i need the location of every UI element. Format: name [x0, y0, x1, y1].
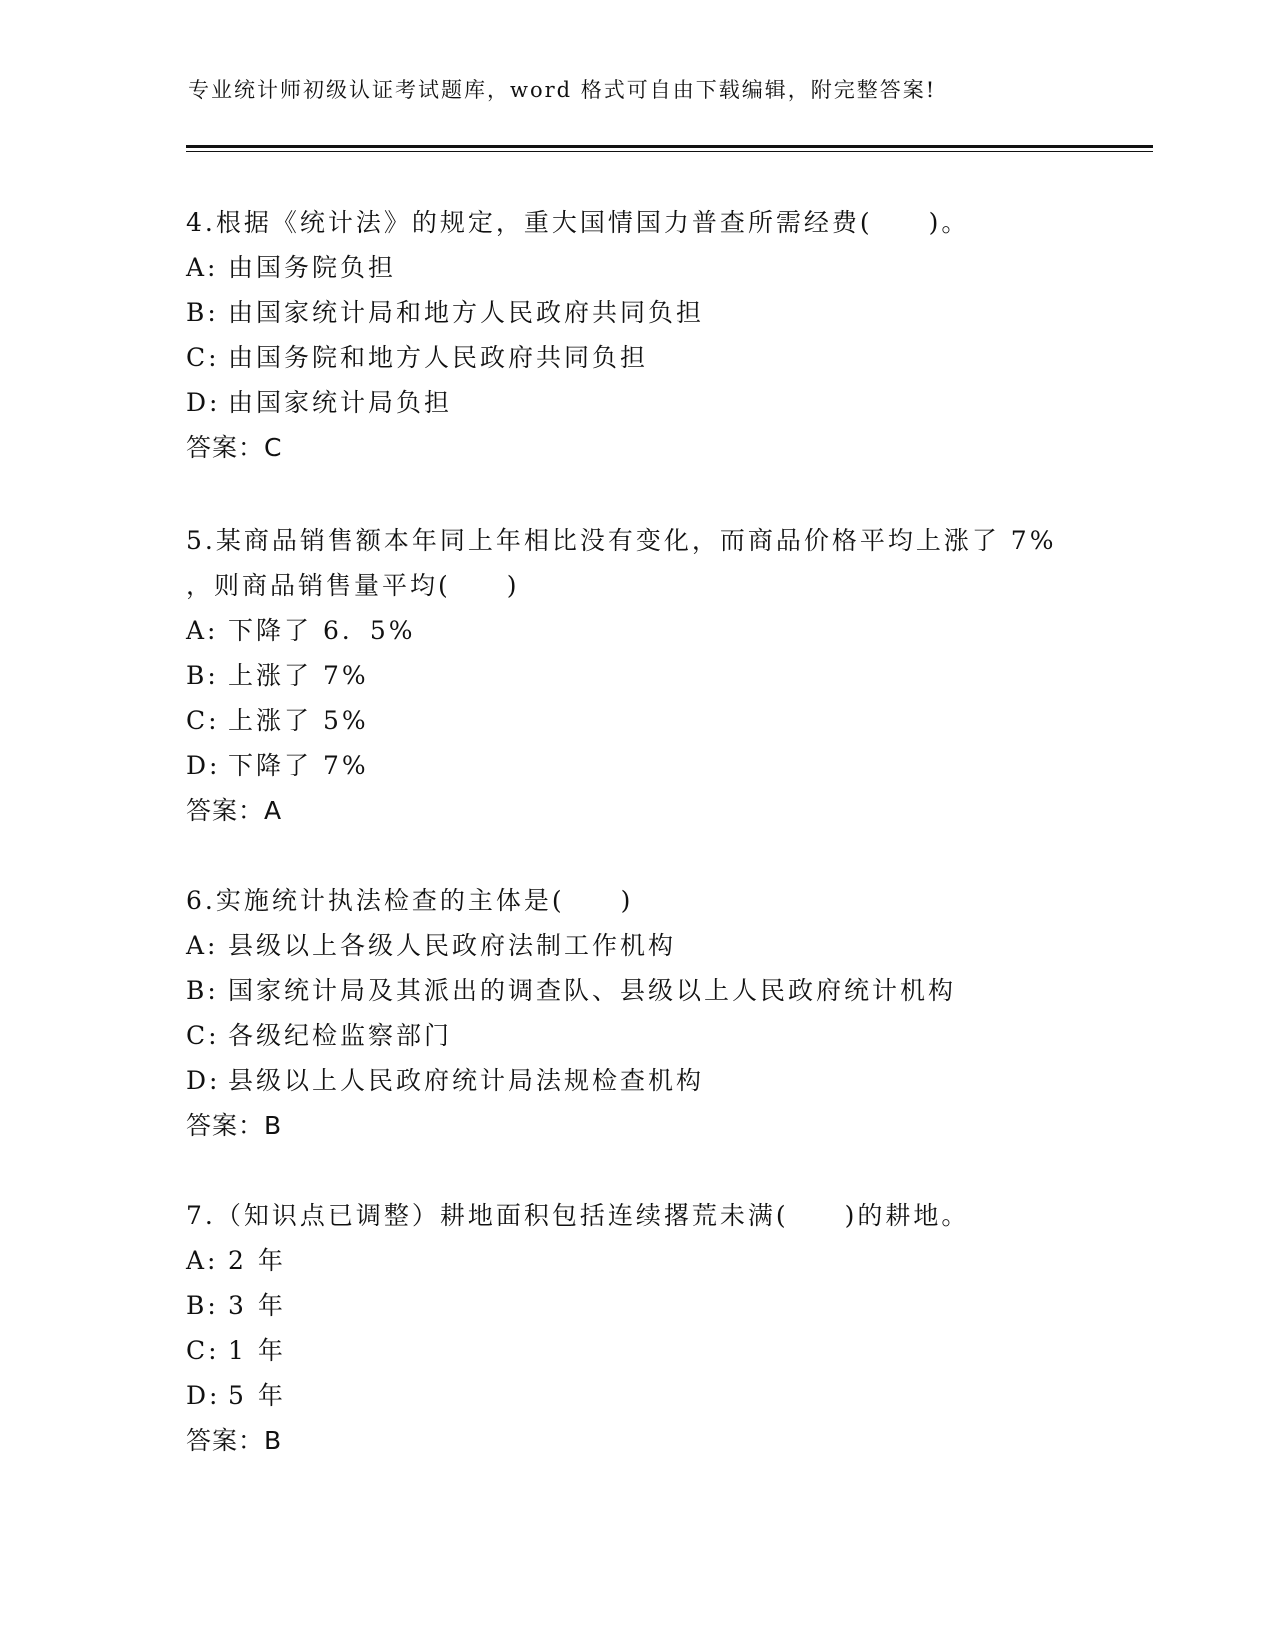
answer: 答案：C: [186, 433, 283, 462]
option-text: 5 年: [228, 1381, 286, 1410]
option-letter: D:: [186, 1381, 221, 1410]
question-5: [186, 518, 1146, 833]
option-text: 2 年: [228, 1246, 286, 1275]
option-d: [186, 380, 1146, 425]
question-text-line-1: 5.某商品销售额本年同上年相比没有变化，而商品价格平均上涨了 7%: [186, 526, 1057, 555]
option-letter: B:: [186, 1291, 219, 1320]
header-rule-thick: [186, 145, 1153, 148]
option-text: 1 年: [228, 1336, 286, 1365]
option-c: [186, 1328, 1146, 1373]
header-rule-thin: [186, 151, 1153, 152]
option-text: 下降了 7%: [228, 751, 369, 780]
document-header: 专业统计师初级认证考试题库，word 格式可自由下载编辑，附完整答案!: [188, 78, 937, 102]
option-b: [186, 290, 1146, 335]
answer: 答案：A: [186, 796, 283, 825]
option-b: [186, 1283, 1146, 1328]
option-text: 各级纪检监察部门: [228, 1021, 453, 1050]
question-6: [186, 878, 1146, 1148]
option-d: [186, 1058, 1146, 1103]
option-letter: A:: [186, 931, 219, 960]
option-letter: D:: [186, 751, 221, 780]
option-text: 上涨了 7%: [228, 661, 369, 690]
option-letter: B:: [186, 298, 219, 327]
question-text: 4.根据《统计法》的规定，重大国情国力普查所需经费( )。: [186, 208, 970, 237]
option-d: [186, 743, 1146, 788]
question-text: 6.实施统计执法检查的主体是( ): [186, 886, 634, 915]
question-4: [186, 200, 1146, 470]
answer: 答案：B: [186, 1111, 283, 1140]
option-letter: A:: [186, 253, 219, 282]
option-a: [186, 245, 1146, 290]
option-a: [186, 1238, 1146, 1283]
option-a: [186, 923, 1146, 968]
option-d: [186, 1373, 1146, 1418]
option-text: 国家统计局及其派出的调查队、县级以上人民政府统计机构: [228, 976, 957, 1005]
option-letter: C:: [186, 1336, 220, 1365]
option-text: 县级以上人民政府统计局法规检查机构: [228, 1066, 705, 1095]
option-letter: C:: [186, 1021, 220, 1050]
option-letter: C:: [186, 343, 220, 372]
option-letter: D:: [186, 388, 221, 417]
answer: 答案：B: [186, 1426, 283, 1455]
option-letter: D:: [186, 1066, 221, 1095]
option-letter: A:: [186, 616, 219, 645]
option-b: [186, 653, 1146, 698]
question-text: [186, 518, 1146, 608]
option-letter: B:: [186, 661, 219, 690]
option-text: 下降了 6．5%: [228, 616, 416, 645]
question-text-line-2: ，则商品销售量平均( ): [186, 571, 520, 600]
option-b: [186, 968, 1146, 1013]
question-7: [186, 1193, 1146, 1463]
option-text: 上涨了 5%: [228, 706, 369, 735]
option-c: [186, 698, 1146, 743]
option-text: 由国务院负担: [228, 253, 397, 282]
option-letter: C:: [186, 706, 220, 735]
question-text: 7.（知识点已调整）耕地面积包括连续撂荒未满( )的耕地。: [186, 1201, 970, 1230]
option-letter: A:: [186, 1246, 219, 1275]
option-text: 由国家统计局和地方人民政府共同负担: [228, 298, 705, 327]
option-text: 由国务院和地方人民政府共同负担: [228, 343, 649, 372]
option-a: [186, 608, 1146, 653]
option-text: 县级以上各级人民政府法制工作机构: [228, 931, 677, 960]
option-text: 3 年: [228, 1291, 286, 1320]
option-c: [186, 335, 1146, 380]
option-c: [186, 1013, 1146, 1058]
option-text: 由国家统计局负担: [228, 388, 453, 417]
option-letter: B:: [186, 976, 219, 1005]
